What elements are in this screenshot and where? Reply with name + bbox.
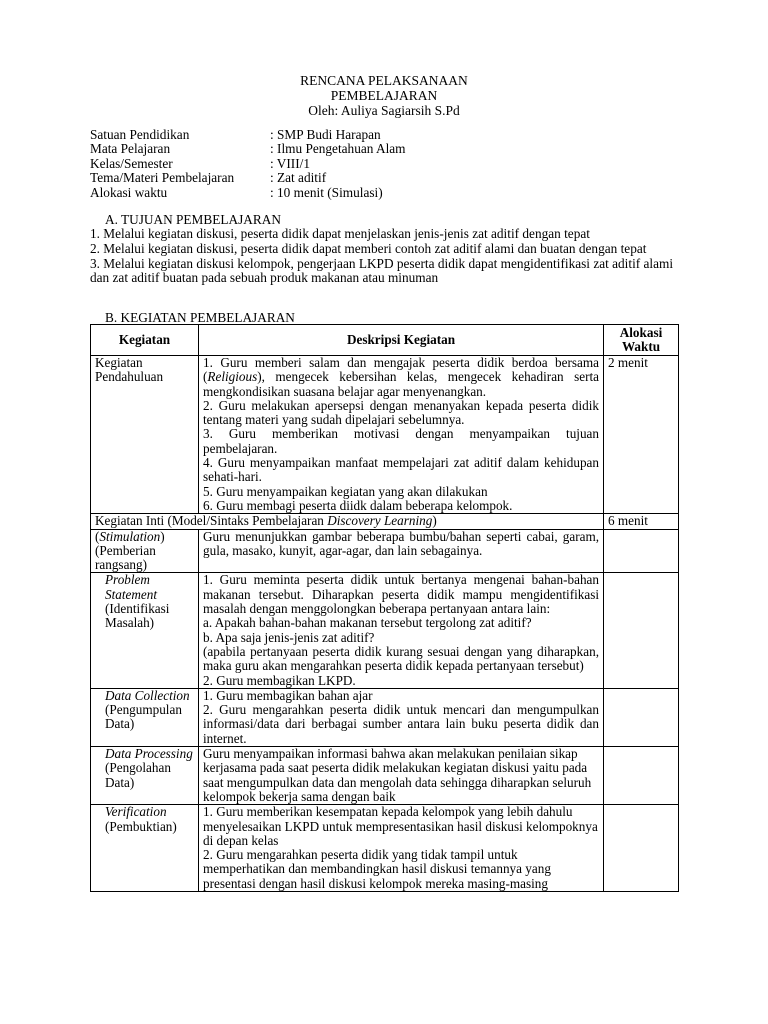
pendahuluan-label: Kegiatan Pendahuluan: [95, 355, 164, 385]
info-row: [90, 142, 406, 156]
table-row: [91, 805, 679, 892]
cell-empty: [604, 573, 679, 688]
document-author: Oleh: Auliya Sagiarsih S.Pd: [308, 103, 460, 118]
list-item: 1. Guru memberikan kesempatan kepada kelompok yang lebih dahulu menyelesaikan LKPD untuk mempresentasikan hasil diskusi kelompoknya di depan kelas: [203, 804, 598, 848]
info-value: : 10 menit (Simulasi): [270, 184, 383, 200]
cell-stimulation-desc: Guru menunjukkan gambar beberapa bumbu/bahan seperti cabai, garam, gula, masako, kunyit, agar-agar, dan lain sebagainya.: [199, 529, 604, 573]
goal-item: 2. Melalui kegiatan diskusi, peserta didik dapat memberi contoh zat aditif alami dan buatan dengan tepat: [90, 240, 647, 256]
info-value: : Ilmu Pengetahuan Alam: [270, 141, 406, 157]
cell-empty: [604, 805, 679, 892]
table-row: [91, 356, 679, 514]
info-key: Mata Pelajaran: [90, 141, 171, 157]
header-kegiatan: Kegiatan: [91, 325, 199, 356]
info-key: Alokasi waktu: [90, 184, 168, 200]
text-run-italic: Stimulation: [99, 528, 161, 544]
list-item: 4. Guru menyampaikan manfaat mempelajari zat aditif dalam kehidupan sehati-hari.: [203, 455, 599, 485]
cell-pendahuluan-label: [91, 356, 199, 514]
cell-processing-label: [91, 747, 199, 805]
list-item: 2. Guru mengarahkan peserta didik untuk mencari dan mengumpulkan informasi/data dari berbagai sumber antara lain buku peserta didik dan internet.: [203, 702, 599, 746]
activities-table: [90, 324, 679, 892]
section-a-heading: A. TUJUAN PEMBELAJARAN: [105, 212, 281, 227]
list-item: 1. Guru membagikan bahan ajar: [203, 687, 373, 703]
cell-verification-desc: [199, 805, 604, 892]
cell-problem-desc: [199, 573, 604, 688]
text-run: ): [432, 513, 437, 529]
document-title-line1: RENCANA PELAKSANAAN: [300, 73, 468, 88]
cell-collection-desc: [199, 688, 604, 746]
cell-verification-label: [91, 805, 199, 892]
info-block: [90, 128, 406, 200]
info-key: Tema/Materi Pembelajaran: [90, 170, 235, 186]
list-item: a. Apakah bahan-bahan makanan tersebut tergolong zat aditif?: [203, 615, 532, 631]
collection-term: Data Collection: [105, 687, 190, 703]
cell-pendahuluan-desc: [199, 356, 604, 514]
list-item: 2. Guru membagikan LKPD.: [203, 672, 356, 688]
list-item: 2. Guru melakukan apersepsi dengan menanyakan kepada peserta didik tentang materi yang sudah dipelajari sebelumnya.: [203, 397, 599, 428]
cell-empty: [604, 529, 679, 573]
section-b-heading: B. KEGIATAN PEMBELAJARAN: [105, 310, 295, 325]
table-row: [91, 747, 679, 805]
verification-term: Verification: [105, 804, 167, 820]
cell-pendahuluan-time: 2 menit: [604, 356, 679, 514]
table-row: [91, 573, 679, 688]
cell-inti-label: [91, 514, 604, 529]
text-run: Kegiatan Inti (Model/Sintaks Pembelajaran: [95, 513, 328, 529]
cell-processing-desc: Guru menyampaikan informasi bahwa akan melakukan penilaian sikap kerjasama pada saat peserta didik melakukan kegiatan diskusi yaitu pada saat mengumpulkan data dan mengolah data sehingga diharapkan seluruh kelompok bekerja sama dengan baik: [199, 747, 604, 805]
info-key: Satuan Pendidikan: [90, 127, 190, 142]
text-run: (: [95, 528, 100, 544]
cell-problem-label: [91, 573, 199, 688]
list-item: 5. Guru menyampaikan kegiatan yang akan dilakukan: [203, 483, 488, 499]
list-item: 2. Guru mengarahkan peserta didik yang tidak tampil untuk memperhatikan dan membandingkan hasil diskusi temannya yang presentasi dengan hasil diskusi kelompok mereka masing-masing: [203, 847, 551, 891]
table-row: [91, 688, 679, 746]
processing-sub: (Pengolahan Data): [105, 760, 171, 790]
info-key: Kelas/Semester: [90, 155, 173, 171]
cell-collection-label: [91, 688, 199, 746]
table-row: [91, 514, 679, 529]
stimulation-term: [95, 530, 194, 544]
collection-sub: (Pengumpulan Data): [105, 702, 182, 732]
list-item: [203, 356, 599, 399]
text-run-italic: Discovery Learning: [327, 513, 433, 529]
text-run: ): [160, 528, 165, 544]
info-value: : VIII/1: [270, 155, 311, 171]
info-row: [90, 128, 406, 142]
header-alokasi: Alokasi Waktu: [604, 325, 679, 356]
cell-stimulation-label: [91, 529, 199, 573]
info-value: : Zat aditif: [270, 170, 327, 186]
info-row: [90, 171, 406, 185]
verification-sub: (Pembuktian): [105, 818, 177, 834]
info-row: [90, 186, 406, 200]
stimulation-sub: (Pemberian rangsang): [95, 542, 156, 573]
cell-inti-time: 6 menit: [604, 514, 679, 529]
header-deskripsi: Deskripsi Kegiatan: [199, 325, 604, 356]
list-item: 1. Guru meminta peserta didik untuk bertanya mengenai bahan-bahan makanan tersebut. Diharapkan peserta didik mampu mengidentifikasi masalah dengan menggolongkan beberapa pertanyaan antara lain:: [203, 572, 599, 617]
goal-item: 1. Melalui kegiatan diskusi, peserta didik dapat menjelaskan jenis-jenis zat aditif dengan tepat: [90, 226, 590, 241]
text-run: 1. Guru memberi salam dan mengajak peserta didik berdoa bersama (: [203, 355, 599, 385]
goals-list: [90, 227, 690, 286]
list-item: (apabila pertanyaan peserta didik kurang sesuai dengan yang diharapkan, maka guru akan mengarahkan peserta didik kepada pertanyaan tersebut): [203, 643, 599, 674]
list-item: 6. Guru membagi peserta diidk dalam beberapa kelompok.: [203, 497, 513, 513]
list-item: b. Apa saja jenis-jenis zat aditif?: [203, 629, 375, 645]
text-run: ), mengecek kebersihan kelas, mengecek kehadiran serta mengkondisikan suasana belajar agar menyenangkan.: [203, 369, 599, 399]
document-title-line2: PEMBELAJARAN: [330, 88, 438, 103]
goal-item: 3. Melalui kegiatan diskusi kelompok, pengerjaan LKPD peserta didik dapat mengidentifikasi zat aditif alami dan zat aditif buatan pada sebuah produk makanan atau minuman: [90, 255, 674, 286]
processing-term: Data Processing: [105, 746, 193, 762]
text-run-italic: Religious: [207, 369, 258, 385]
cell-empty: [604, 747, 679, 805]
cell-empty: [604, 688, 679, 746]
problem-sub: (Identifikasi Masalah): [105, 601, 170, 631]
list-item: 3. Guru memberikan motivasi dengan menyampaikan tujuan pembelajaran.: [203, 426, 599, 456]
info-value: : SMP Budi Harapan: [270, 127, 381, 142]
table-header-row: [91, 325, 679, 356]
problem-term: Problem Statement: [105, 572, 158, 602]
table-row: [91, 529, 679, 573]
info-row: [90, 157, 406, 171]
